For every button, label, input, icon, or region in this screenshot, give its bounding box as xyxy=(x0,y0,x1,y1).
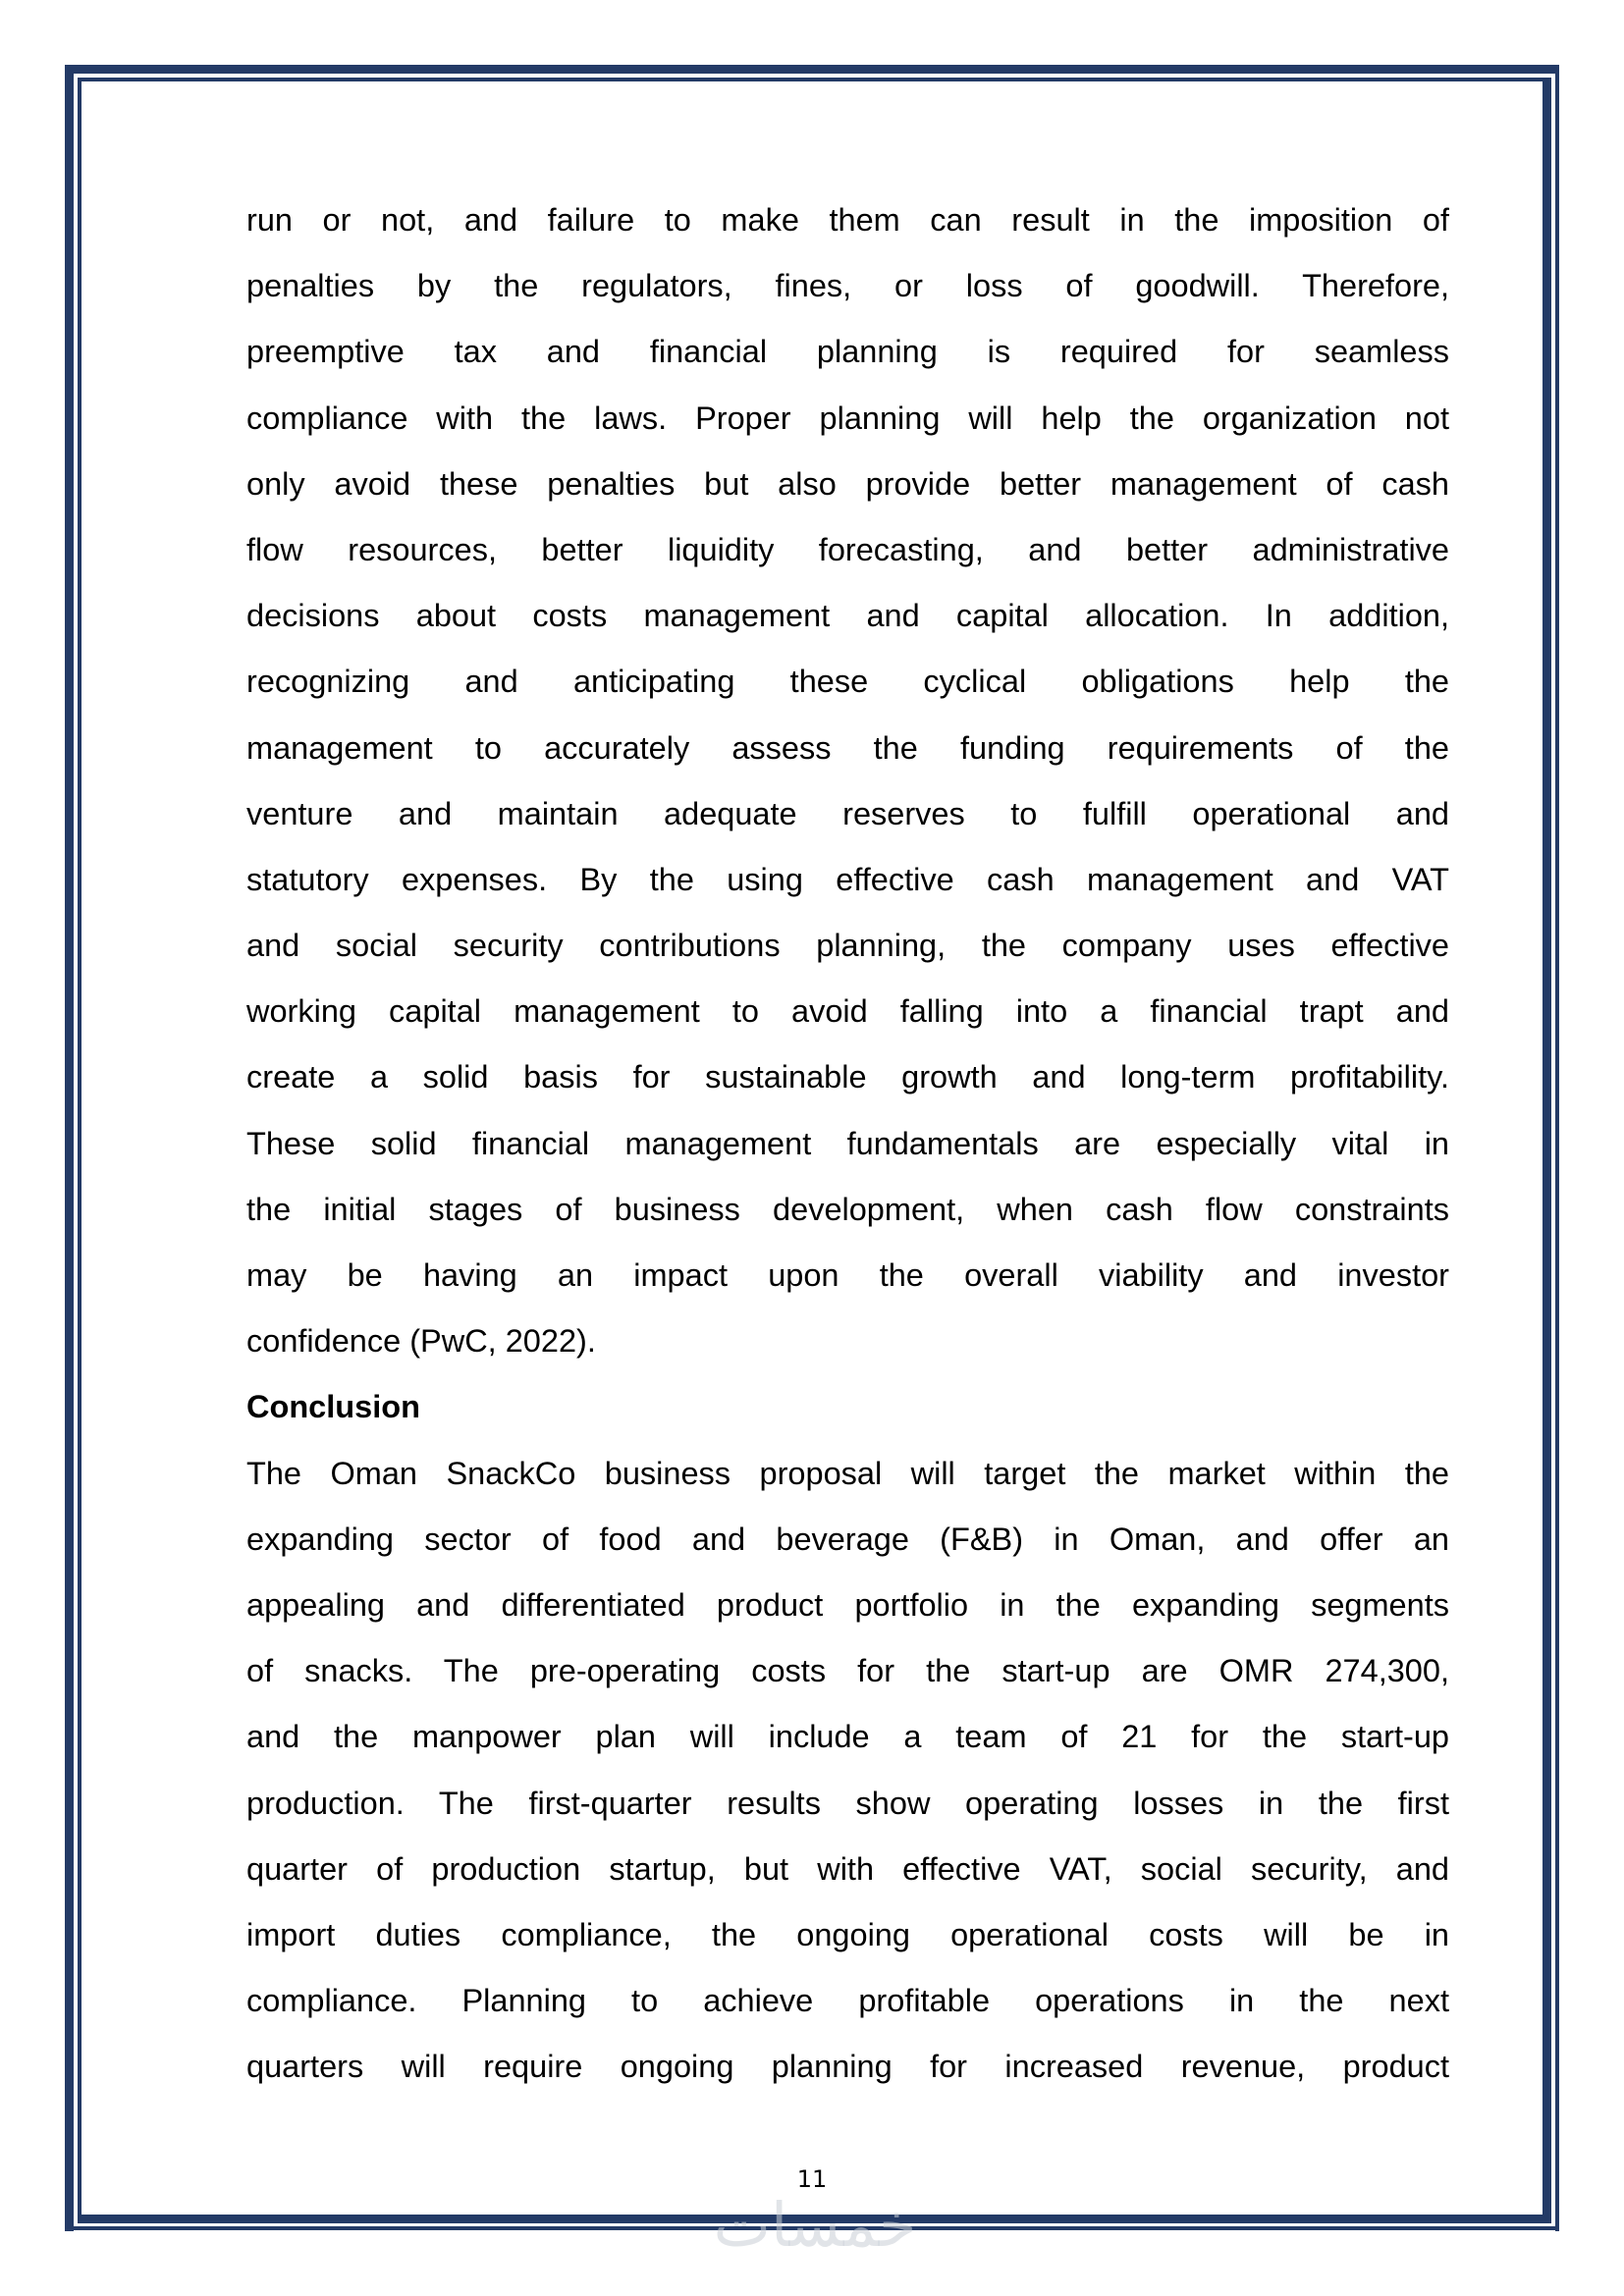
page-border-left-thin xyxy=(78,78,81,2222)
text-line: only avoid these penalties but also provide better management of cash xyxy=(246,465,1449,502)
text-line: quarters will require ongoing planning for increased revenue, product xyxy=(246,2049,1449,2085)
paragraph-financial-planning xyxy=(246,187,1449,1374)
page-border-left-thick xyxy=(65,65,74,2231)
text-line: create a solid basis for sustainable growth and long-term profitability. xyxy=(246,1059,1449,1095)
text-line: flow resources, better liquidity forecasting, and better administrative xyxy=(246,531,1449,567)
text-line: venture and maintain adequate reserves to fulfill operational and xyxy=(246,795,1449,831)
text-line: The Oman SnackCo business proposal will target the market within the xyxy=(246,1455,1449,1491)
text-line: penalties by the regulators, fines, or loss of goodwill. Therefore, xyxy=(246,268,1449,304)
text-line: the initial stages of business development, when cash flow constraints xyxy=(246,1191,1449,1227)
text-line: compliance with the laws. Proper planning will help the organization not xyxy=(246,400,1449,436)
text-line: These solid financial management fundamentals are especially vital in xyxy=(246,1125,1449,1161)
page-border-bottom-thin xyxy=(65,2226,1559,2230)
text-line: run or not, and failure to make them can result in the imposition of xyxy=(246,202,1449,238)
page-content xyxy=(246,187,1449,2100)
text-line: may be having an impact upon the overall viability and investor xyxy=(246,1257,1449,1293)
watermark-logo: خمسات xyxy=(713,2189,917,2261)
text-line: decisions about costs management and capital allocation. In addition, xyxy=(246,598,1449,634)
text-line: management to accurately assess the funding requirements of the xyxy=(246,729,1449,766)
paragraph-conclusion xyxy=(246,1441,1449,2101)
text-line: preemptive tax and financial planning is required for seamless xyxy=(246,334,1449,370)
text-line: of snacks. The pre-operating costs for the start-up are OMR 274,300, xyxy=(246,1653,1449,1689)
text-line: import duties compliance, the ongoing operational costs will be in xyxy=(246,1916,1449,1952)
text-line: compliance. Planning to achieve profitable operations in the next xyxy=(246,1983,1449,2019)
page-border-bottom-thick xyxy=(78,2215,1551,2223)
text-line: working capital management to avoid falling into a financial trapt and xyxy=(246,993,1449,1030)
page-border-right-thick xyxy=(1543,78,1551,2222)
page-border-top-thick xyxy=(65,65,1559,74)
text-line: and the manpower plan will include a team of 21 for the start-up xyxy=(246,1719,1449,1755)
text-line: quarter of production startup, but with effective VAT, social security, and xyxy=(246,1850,1449,1887)
page-border-top-thin xyxy=(78,78,1550,81)
text-line: recognizing and anticipating these cyclical obligations help the xyxy=(246,664,1449,700)
text-line: confidence (PwC, 2022). xyxy=(246,1323,596,1360)
text-line: production. The first-quarter results show operating losses in the first xyxy=(246,1785,1449,1821)
text-line: and social security contributions planning, the company uses effective xyxy=(246,928,1449,964)
page-border-right-thin xyxy=(1555,65,1559,2231)
text-line: statutory expenses. By the using effective cash management and VAT xyxy=(246,861,1449,897)
page-number: 11 xyxy=(796,2165,828,2193)
text-line: expanding sector of food and beverage (F&B) in Oman, and offer an xyxy=(246,1521,1449,1557)
section-heading-conclusion: Conclusion xyxy=(246,1389,420,1425)
text-line: appealing and differentiated product portfolio in the expanding segments xyxy=(246,1586,1449,1623)
